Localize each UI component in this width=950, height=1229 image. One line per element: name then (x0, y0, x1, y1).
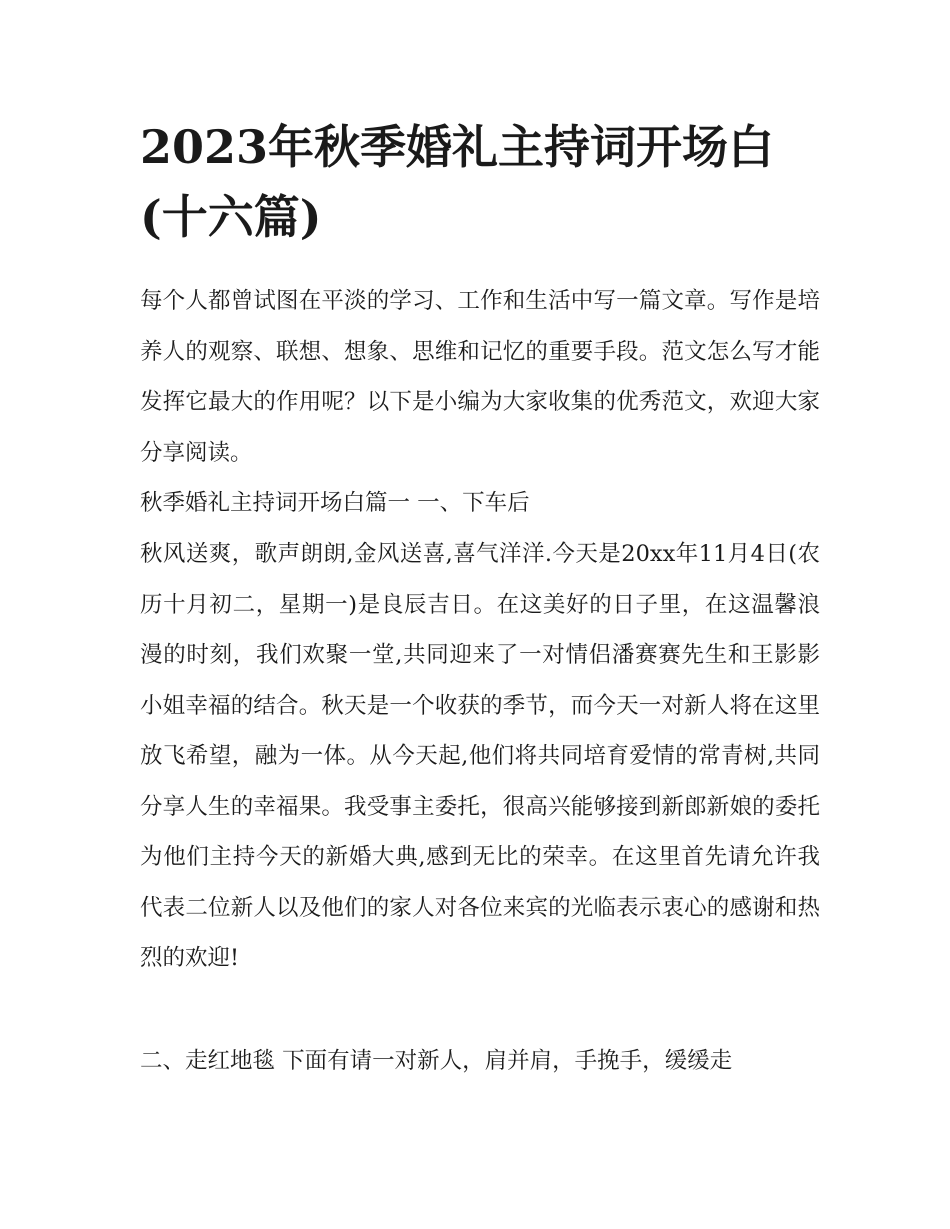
section-heading: 秋季婚礼主持词开场白篇一 一、下车后 (140, 490, 530, 516)
document-title: 2023年秋季婚礼主持词开场白(十六篇) (140, 120, 775, 244)
intro-paragraph: 每个人都曾试图在平淡的学习、工作和生活中写一篇文章。写作是培养人的观察、联想、想象、思维和记忆的重要手段。范文怎么写才能发挥它最大的作用呢？以下是小编为大家收集的优秀范文，欢迎大家分享阅读。 (140, 288, 820, 466)
body-paragraph: 秋风送爽，歌声朗朗,金风送喜,喜气洋洋.今天是20xx年11月4日(农历十月初二，星期一)是良辰吉日。在这美好的日子里，在这温馨浪漫的时刻，我们欢聚一堂,共同迎来了一对情侣潘赛赛先生和王影影小姐幸福的结合。秋天是一个收获的季节，而今天一对新人将在这里放飞希望，融为一体。从今天起,他们将共同培育爱情的常青树,共同分享人生的幸福果。我受事主委托，很高兴能够接到新郎新娘的委托为他们主持今天的新婚大典,感到无比的荣幸。在这里首先请允许我代表二位新人以及他们的家人对各位来宾的光临表示衷心的感谢和热烈的欢迎! (140, 541, 820, 971)
body-paragraph-continued: 二、走红地毯 下面有请一对新人，肩并肩，手挽手，缓缓走 (140, 1048, 733, 1074)
